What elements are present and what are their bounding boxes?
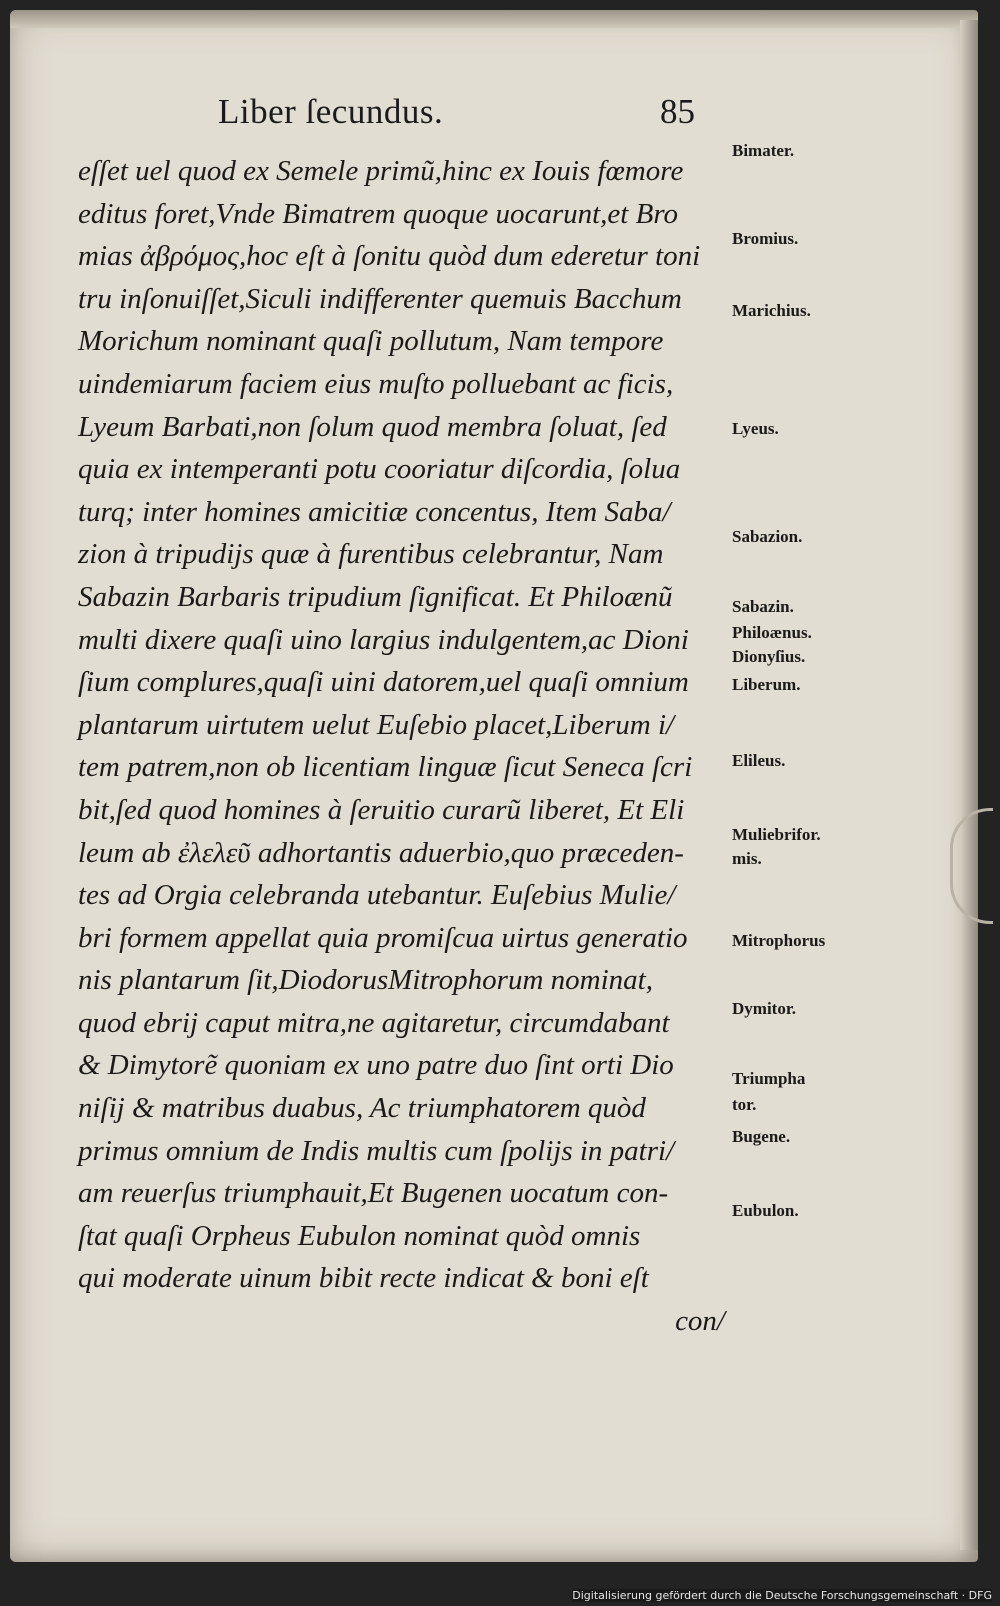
margin-note: Dionyſius. <box>732 647 806 666</box>
text-line: turq; inter homines amicitiæ concentus, Item Saba/ <box>78 495 671 528</box>
text-line: bri formem appellat quia promiſcua uirtus generatio <box>78 921 688 954</box>
page-number: 85 <box>660 92 695 131</box>
margin-note: Triumpha <box>732 1069 806 1088</box>
text-line: ſium complures,quaſi uini datorem,uel quaſi omnium <box>78 666 689 699</box>
text-line: primus omnium de Indis multis cum ſpolijs in patri/ <box>78 1134 675 1167</box>
text-line: zion à tripudijs quæ à furentibus celebrantur, Nam <box>78 538 664 571</box>
page-edge-right <box>960 20 978 1550</box>
text-line: uindemiarum faciem eius muſto polluebant ac ficis, <box>78 367 674 400</box>
margin-note: Philoænus. <box>732 623 812 642</box>
margin-note: Marichius. <box>732 301 811 320</box>
margin-note: Elileus. <box>732 751 786 770</box>
text-line: & Dimytorẽ quoniam ex uno patre duo ſint orti Dio <box>78 1049 674 1082</box>
text-line: ſtat quaſi Orpheus Eubulon nominat quòd omnis <box>78 1219 641 1252</box>
text-line: multi dixere quaſi uino largius indulgentem,ac Dioni <box>78 623 689 656</box>
text-line: niſij & matribus duabus, Ac triumphatorem quòd <box>78 1092 646 1125</box>
text-line: mias ἀβρόμος,hoc eſt à ſonitu quòd dum ederetur toni <box>78 240 701 273</box>
margin-note: Bugene. <box>732 1127 791 1146</box>
text-line: quia ex intemperanti potu cooriatur diſcordia, ſolua <box>78 453 681 486</box>
margin-note: Sabazion. <box>732 527 803 546</box>
margin-note: Muliebrifor. <box>732 825 821 844</box>
running-title: Liber ſecundus. <box>218 92 444 131</box>
text-line: Sabazin Barbaris tripudium ſignificat. Et Philoænũ <box>78 580 673 613</box>
text-line: am reuerſus triumphauit,Et Bugenen uocatum con- <box>78 1177 669 1210</box>
catchword: con/ <box>675 1305 725 1338</box>
margin-note: mis. <box>732 849 762 868</box>
margin-notes <box>732 0 872 1300</box>
text-line: nis plantarum ſit,DiodorusMitrophorum nominat, <box>78 964 653 997</box>
text-line: tes ad Orgia celebranda utebantur. Euſebius Mulie/ <box>78 879 676 912</box>
text-line: leum ab ἐλελεῦ adhortantis aduerbio,quo præceden- <box>78 836 684 869</box>
margin-note: Dymitor. <box>732 999 797 1018</box>
text-line: bit,ſed quod homines à ſeruitio curarũ liberet, Et Eli <box>78 793 685 826</box>
text-line: quod ebrij caput mitra,ne agitaretur, circumdabant <box>78 1006 670 1039</box>
text-line: Lyeum Barbati,non ſolum quod membra ſoluat, ſed <box>78 410 667 443</box>
text-line: plantarum uirtutem uelut Euſebio placet,Liberum i/ <box>78 708 675 741</box>
text-line: tem patrem,non ob licentiam linguæ ſicut Seneca ſcri <box>78 751 693 784</box>
margin-note: Mitrophorus <box>732 931 826 950</box>
text-line: editus foret,Vnde Bimatrem quoque uocarunt,et Bro <box>78 197 679 230</box>
margin-note: Bimater. <box>732 141 795 160</box>
margin-note: Sabazin. <box>732 597 794 616</box>
margin-note: Liberum. <box>732 675 801 694</box>
margin-note: Lyeus. <box>732 419 779 438</box>
margin-note: tor. <box>732 1095 757 1114</box>
margin-note: Eubulon. <box>732 1201 799 1220</box>
text-line: qui moderate uinum bibit recte indicat & boni eſt <box>78 1262 649 1295</box>
book-clasp <box>950 808 993 924</box>
digitization-credit: Digitalisierung gefördert durch die Deutsche Forschungsgemeinschaft · DFG <box>572 1589 992 1602</box>
margin-note: Bromius. <box>732 229 799 248</box>
main-text-block <box>78 150 733 1343</box>
text-line: Morichum nominant quaſi pollutum, Nam tempore <box>78 325 664 358</box>
text-line: eſſet uel quod ex Semele primũ,hinc ex Iouis fœmore <box>78 155 684 187</box>
text-line: tru inſonuiſſet,Siculi indifferenter quemuis Bacchum <box>78 282 682 315</box>
